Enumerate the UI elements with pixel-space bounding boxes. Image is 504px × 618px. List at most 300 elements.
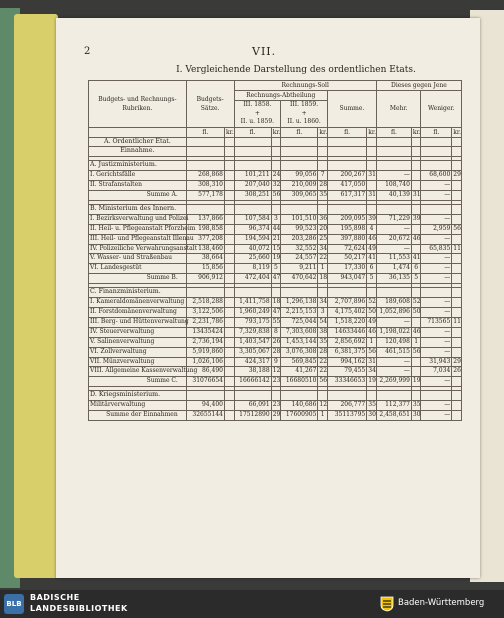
empty-cell bbox=[281, 204, 318, 214]
abt-1859-kr: 12 bbox=[318, 401, 328, 411]
sum-row bbox=[89, 411, 462, 421]
weniger-kr: 56 bbox=[452, 224, 462, 234]
budget-kr bbox=[224, 347, 234, 357]
row-label: VI. Zollverwaltung bbox=[89, 347, 187, 357]
summe-value: 17,330 bbox=[327, 264, 366, 274]
weniger-kr bbox=[452, 214, 462, 224]
budget-kr bbox=[224, 327, 234, 337]
row-label: V. Wasser- und Straßenbau bbox=[89, 254, 187, 264]
abt-1858-value: 107,584 bbox=[234, 214, 271, 224]
row-label: I. Gerichtsfälle bbox=[89, 171, 187, 181]
empty-cell bbox=[234, 161, 271, 171]
summe-value: 200,267 bbox=[327, 171, 366, 181]
mehr-value: — bbox=[376, 224, 411, 234]
weniger-value: 68,600 bbox=[421, 171, 452, 181]
abt-1858-value: 17512890 bbox=[234, 411, 271, 421]
weniger-value: 7,034 bbox=[421, 367, 452, 377]
empty-cell bbox=[421, 288, 452, 298]
abt-1859-value: 2,215,153 bbox=[281, 308, 318, 318]
weniger-value: — bbox=[421, 274, 452, 284]
abt-1859-kr: 25 bbox=[318, 234, 328, 244]
empty-cell bbox=[234, 288, 271, 298]
budget-kr bbox=[224, 377, 234, 387]
abt-1858-value: 40,072 bbox=[234, 244, 271, 254]
empty-cell bbox=[452, 161, 462, 171]
header-1859 bbox=[281, 101, 328, 128]
summe-value: 35113795 bbox=[327, 411, 366, 421]
summe-value: 994,162 bbox=[327, 357, 366, 367]
weniger-value: — bbox=[421, 337, 452, 347]
summe-kr: 52 bbox=[367, 298, 377, 308]
table-row bbox=[89, 254, 462, 264]
sum-row bbox=[89, 191, 462, 201]
table-row bbox=[89, 347, 462, 357]
table-row bbox=[89, 367, 462, 377]
row-label: V. Salinenverwaltung bbox=[89, 337, 187, 347]
summe-value: 14633446 bbox=[327, 327, 366, 337]
abt-1858-value: 8,119 bbox=[234, 264, 271, 274]
table-row bbox=[89, 317, 462, 327]
abt-1858-value: 1,403,547 bbox=[234, 337, 271, 347]
weniger-value: 65,835 bbox=[421, 244, 452, 254]
abt-1859-kr: 1 bbox=[318, 411, 328, 421]
summe-value: 2,707,896 bbox=[327, 298, 366, 308]
summe-kr: 6 bbox=[367, 264, 377, 274]
abt-1858-value: 25,660 bbox=[234, 254, 271, 264]
summe-value: 209,095 bbox=[327, 214, 366, 224]
mehr-kr bbox=[411, 357, 421, 367]
unit-kr: kr. bbox=[225, 128, 234, 136]
row-label: II. Forstdomänenverwaltung bbox=[89, 308, 187, 318]
group-heading-row bbox=[89, 161, 462, 171]
mehr-kr: 52 bbox=[411, 298, 421, 308]
abt-1858-kr: 28 bbox=[271, 347, 281, 357]
einnahme-heading-row bbox=[89, 147, 462, 157]
weniger-value: — bbox=[421, 347, 452, 357]
weniger-value: — bbox=[421, 191, 452, 201]
group-title: C. Finanzministerium. bbox=[89, 288, 187, 298]
mehr-kr: 30 bbox=[411, 411, 421, 421]
budget-value: 15,856 bbox=[186, 264, 224, 274]
weniger-kr bbox=[452, 234, 462, 244]
summe-kr: 56 bbox=[367, 347, 377, 357]
abt-1859-value: 725,044 bbox=[281, 317, 318, 327]
baden-wuerttemberg-crest-icon bbox=[380, 596, 394, 612]
budget-value: 2,736,194 bbox=[186, 337, 224, 347]
abt-1859-value: 41,267 bbox=[281, 367, 318, 377]
summe-kr: 31 bbox=[367, 191, 377, 201]
weniger-value: — bbox=[421, 401, 452, 411]
library-name-line1: BADISCHE bbox=[30, 593, 80, 602]
mehr-kr: 35 bbox=[411, 401, 421, 411]
unit-kr: kr. bbox=[453, 128, 462, 136]
table-row bbox=[89, 401, 462, 411]
budget-value: 906,912 bbox=[186, 274, 224, 284]
header-1858 bbox=[234, 101, 281, 128]
abt-1859-kr: 28 bbox=[318, 347, 328, 357]
abt-1859-kr: 7 bbox=[318, 171, 328, 181]
summe-kr: 46 bbox=[367, 327, 377, 337]
empty-cell bbox=[224, 288, 234, 298]
weniger-kr bbox=[452, 411, 462, 421]
budget-value: 268,868 bbox=[186, 171, 224, 181]
mehr-value: 71,229 bbox=[376, 214, 411, 224]
weniger-value: — bbox=[421, 327, 452, 337]
row-label: VI. Landesgestüt bbox=[89, 264, 187, 274]
weniger-kr: 11 bbox=[452, 317, 462, 327]
mehr-value: 40,139 bbox=[376, 191, 411, 201]
mehr-value: 11,553 bbox=[376, 254, 411, 264]
header-1858-sub: II. u. 1859. bbox=[240, 118, 275, 125]
empty-cell bbox=[452, 204, 462, 214]
mehr-kr: 6 bbox=[411, 264, 421, 274]
summe-kr: 49 bbox=[367, 244, 377, 254]
weniger-value: — bbox=[421, 234, 452, 244]
abt-1859-value: 32,552 bbox=[281, 244, 318, 254]
summe-value: 195,898 bbox=[327, 224, 366, 234]
empty-cell bbox=[367, 204, 377, 214]
mehr-kr bbox=[411, 181, 421, 191]
budget-kr bbox=[224, 401, 234, 411]
empty-cell bbox=[367, 288, 377, 298]
budget-value: 1,026,106 bbox=[186, 357, 224, 367]
unit-fl: fl. bbox=[186, 127, 224, 137]
row-label: Summe der Einnahmen bbox=[89, 411, 187, 421]
mehr-value: 120,498 bbox=[376, 337, 411, 347]
mehr-kr bbox=[411, 224, 421, 234]
abt-1859-kr: 22 bbox=[318, 254, 328, 264]
budget-value: 38,664 bbox=[186, 254, 224, 264]
summe-kr: 4 bbox=[367, 224, 377, 234]
abt-1858-kr: 32 bbox=[271, 181, 281, 191]
mehr-value: — bbox=[376, 357, 411, 367]
abt-1859-value: 309,065 bbox=[281, 191, 318, 201]
abt-1859-value: 140,686 bbox=[281, 401, 318, 411]
mehr-kr: 50 bbox=[411, 308, 421, 318]
abt-1858-value: 1,960,249 bbox=[234, 308, 271, 318]
empty-cell bbox=[186, 288, 224, 298]
abt-1859-kr: 22 bbox=[318, 367, 328, 377]
empty-cell bbox=[271, 161, 281, 171]
mehr-value: — bbox=[376, 317, 411, 327]
unit-kr: kr. bbox=[272, 128, 281, 136]
empty-cell bbox=[224, 391, 234, 401]
abt-1859-value: 9,211 bbox=[281, 264, 318, 274]
abt-1858-kr: 56 bbox=[271, 191, 281, 201]
abt-1859-value: 101,510 bbox=[281, 214, 318, 224]
summe-value: 6,381,375 bbox=[327, 347, 366, 357]
table-row bbox=[89, 244, 462, 254]
mehr-kr: 56 bbox=[411, 347, 421, 357]
abt-1859-kr: 18 bbox=[318, 274, 328, 284]
header-summe: Summe. bbox=[327, 91, 376, 128]
weniger-kr bbox=[452, 181, 462, 191]
table-row bbox=[89, 264, 462, 274]
empty-cell bbox=[367, 161, 377, 171]
abt-1858-value: 101,211 bbox=[234, 171, 271, 181]
table-row bbox=[89, 224, 462, 234]
unit-kr: kr. bbox=[319, 128, 328, 136]
budget-kr bbox=[224, 317, 234, 327]
abt-1859-kr: 1 bbox=[318, 264, 328, 274]
summe-kr: 31 bbox=[367, 357, 377, 367]
unit-fl: fl. bbox=[376, 127, 411, 137]
abt-1858-value: 793,175 bbox=[234, 317, 271, 327]
table-row bbox=[89, 308, 462, 318]
budget-value: 198,858 bbox=[186, 224, 224, 234]
abt-1858-value: 472,404 bbox=[234, 274, 271, 284]
mehr-value: 20,672 bbox=[376, 234, 411, 244]
abt-1858-kr: 15 bbox=[271, 244, 281, 254]
summe-value: 617,317 bbox=[327, 191, 366, 201]
table-title: I. Vergleichende Darstellung des ordentlichen Etats. bbox=[176, 65, 416, 75]
abt-1858-value: 424,317 bbox=[234, 357, 271, 367]
summe-value: 50,217 bbox=[327, 254, 366, 264]
abt-1858-kr: 47 bbox=[271, 308, 281, 318]
mehr-value: 461,515 bbox=[376, 347, 411, 357]
section-numeral: VII. bbox=[252, 45, 277, 58]
budget-kr bbox=[224, 367, 234, 377]
group-title: D. Kriegsministerium. bbox=[89, 391, 187, 401]
header-weniger: Weniger. bbox=[421, 91, 462, 128]
header-1858-year: III. 1858. bbox=[243, 101, 272, 108]
empty-cell bbox=[186, 391, 224, 401]
summe-value: 206,777 bbox=[327, 401, 366, 411]
budget-kr bbox=[224, 191, 234, 201]
abt-1858-value: 38,188 bbox=[234, 367, 271, 377]
budget-value: 13435424 bbox=[186, 327, 224, 337]
abt-1858-value: 3,305,067 bbox=[234, 347, 271, 357]
abt-1859-value: 569,845 bbox=[281, 357, 318, 367]
mehr-kr: 1 bbox=[411, 337, 421, 347]
empty-cell bbox=[186, 161, 224, 171]
abt-1858-kr: 29 bbox=[271, 411, 281, 421]
budget-value: 577,178 bbox=[186, 191, 224, 201]
summe-value: 417,050 bbox=[327, 181, 366, 191]
summe-value: 4,175,402 bbox=[327, 308, 366, 318]
weniger-value: — bbox=[421, 308, 452, 318]
weniger-value: — bbox=[421, 214, 452, 224]
row-label: I. Kameraldomänenverwaltung bbox=[89, 298, 187, 308]
summe-kr: 46 bbox=[367, 234, 377, 244]
abt-1858-kr: 21 bbox=[271, 234, 281, 244]
mehr-kr: 46 bbox=[411, 327, 421, 337]
weniger-kr bbox=[452, 308, 462, 318]
row-label: Summe C. bbox=[89, 377, 187, 387]
mehr-value: 1,198,022 bbox=[376, 327, 411, 337]
header-rechnungs-soll: Rechnungs-Soll bbox=[234, 81, 376, 91]
row-label: IV. Polizeiliche Verwahrungsanstalt bbox=[89, 244, 187, 254]
budget-value: 3,122,506 bbox=[186, 308, 224, 318]
weniger-value: — bbox=[421, 377, 452, 387]
abt-1858-kr: 3 bbox=[271, 214, 281, 224]
unit-blank bbox=[89, 127, 187, 137]
empty-cell bbox=[327, 204, 366, 214]
summe-kr: 35 bbox=[367, 401, 377, 411]
empty-cell bbox=[411, 288, 421, 298]
abt-1859-kr: 35 bbox=[318, 191, 328, 201]
abt-1858-kr: 23 bbox=[271, 401, 281, 411]
table-body bbox=[89, 137, 462, 420]
abt-1858-value: 194,594 bbox=[234, 234, 271, 244]
unit-fl: fl. bbox=[281, 127, 318, 137]
summe-kr: 5 bbox=[367, 274, 377, 284]
summe-value: 943,047 bbox=[327, 274, 366, 284]
group-heading-row bbox=[89, 204, 462, 214]
abt-1859-value: 7,303,608 bbox=[281, 327, 318, 337]
summe-value: 79,455 bbox=[327, 367, 366, 377]
empty-cell bbox=[452, 288, 462, 298]
header-rubric: Budgets- und Rechnungs-Rubriken. bbox=[89, 81, 187, 128]
mehr-value: 189,608 bbox=[376, 298, 411, 308]
abt-1858-kr: 8 bbox=[271, 327, 281, 337]
abt-1859-kr: 54 bbox=[318, 317, 328, 327]
weniger-kr bbox=[452, 347, 462, 357]
empty-cell bbox=[411, 204, 421, 214]
row-label: IV. Steuerverwaltung bbox=[89, 327, 187, 337]
mehr-value: — bbox=[376, 171, 411, 181]
table-row bbox=[89, 357, 462, 367]
header-mehr: Mehr. bbox=[376, 91, 421, 128]
abt-1858-kr: 24 bbox=[271, 171, 281, 181]
header-rechnungs-abtheilung: Rechnungs-Abtheilung bbox=[234, 91, 327, 101]
summe-value: 2,856,692 bbox=[327, 337, 366, 347]
empty-cell bbox=[318, 391, 328, 401]
empty-cell bbox=[376, 204, 411, 214]
unit-fl: fl. bbox=[327, 127, 366, 137]
empty-cell bbox=[327, 288, 366, 298]
header-1859-year: III. 1859. bbox=[290, 101, 319, 108]
weniger-kr bbox=[452, 254, 462, 264]
weniger-kr bbox=[452, 337, 462, 347]
abt-1859-kr: 3 bbox=[318, 308, 328, 318]
budget-kr bbox=[224, 411, 234, 421]
mehr-kr: 19 bbox=[411, 377, 421, 387]
table-row bbox=[89, 181, 462, 191]
abt-1859-value: 16680510 bbox=[281, 377, 318, 387]
empty-cell bbox=[318, 288, 328, 298]
row-label: Summe A. bbox=[89, 191, 187, 201]
abt-1859-value: 99,056 bbox=[281, 171, 318, 181]
empty-cell bbox=[411, 161, 421, 171]
budget-value: 32655144 bbox=[186, 411, 224, 421]
weniger-kr: 11 bbox=[452, 244, 462, 254]
weniger-kr: 29 bbox=[452, 171, 462, 181]
summe-kr: 39 bbox=[367, 214, 377, 224]
budget-value: 138,460 bbox=[186, 244, 224, 254]
group-heading-row bbox=[89, 391, 462, 401]
budget-kr bbox=[224, 274, 234, 284]
weniger-value: 31,943 bbox=[421, 357, 452, 367]
abt-1858-value: 7,329,838 bbox=[234, 327, 271, 337]
summe-kr: 31 bbox=[367, 171, 377, 181]
budget-kr bbox=[224, 244, 234, 254]
abt-1858-kr: 5 bbox=[271, 264, 281, 274]
summe-kr: 50 bbox=[367, 308, 377, 318]
empty-cell bbox=[224, 204, 234, 214]
weniger-kr bbox=[452, 377, 462, 387]
summe-value: 397,880 bbox=[327, 234, 366, 244]
budget-value: 377,208 bbox=[186, 234, 224, 244]
budget-kr bbox=[224, 254, 234, 264]
budget-kr bbox=[224, 171, 234, 181]
abt-1859-value: 1,453,144 bbox=[281, 337, 318, 347]
empty-cell bbox=[421, 161, 452, 171]
budget-value: 5,919,860 bbox=[186, 347, 224, 357]
summe-value: 33346653 bbox=[327, 377, 366, 387]
abt-1858-kr: 44 bbox=[271, 224, 281, 234]
abt-1859-kr: 28 bbox=[318, 181, 328, 191]
abt-1859-kr: 34 bbox=[318, 298, 328, 308]
empty-cell bbox=[376, 161, 411, 171]
budget-kr bbox=[224, 264, 234, 274]
empty-cell bbox=[376, 391, 411, 401]
abt-1859-kr: 22 bbox=[318, 357, 328, 367]
abt-1859-kr: 38 bbox=[318, 327, 328, 337]
mehr-value: 108,740 bbox=[376, 181, 411, 191]
summe-kr: 19 bbox=[367, 377, 377, 387]
mehr-kr bbox=[411, 367, 421, 377]
budget-value: 86,490 bbox=[186, 367, 224, 377]
abt-1859-value: 24,557 bbox=[281, 254, 318, 264]
state-name: Baden-Württemberg bbox=[398, 598, 485, 608]
budget-value: 31076654 bbox=[186, 377, 224, 387]
unit-fl: fl. bbox=[421, 127, 452, 137]
empty-cell bbox=[271, 204, 281, 214]
row-label: III. Berg- und Hüttenverwaltung bbox=[89, 317, 187, 327]
abt-1858-kr: 12 bbox=[271, 367, 281, 377]
abt-1858-kr: 26 bbox=[271, 337, 281, 347]
mehr-kr bbox=[411, 317, 421, 327]
weniger-kr: 26 bbox=[452, 367, 462, 377]
weniger-kr bbox=[452, 191, 462, 201]
abt-1859-kr: 34 bbox=[318, 244, 328, 254]
empty-cell bbox=[411, 391, 421, 401]
table-row bbox=[89, 337, 462, 347]
weniger-value: — bbox=[421, 254, 452, 264]
mehr-value: 1,474 bbox=[376, 264, 411, 274]
blb-logo: BLB bbox=[4, 594, 24, 614]
row-label: I. Bezirksverwaltung und Polizei bbox=[89, 214, 187, 224]
empty-cell bbox=[421, 391, 452, 401]
table-row bbox=[89, 171, 462, 181]
empty-cell bbox=[271, 391, 281, 401]
row-label: Summe B. bbox=[89, 274, 187, 284]
budget-kr bbox=[224, 337, 234, 347]
footer-bar bbox=[0, 590, 504, 618]
summe-kr bbox=[367, 181, 377, 191]
empty-cell bbox=[452, 391, 462, 401]
unit-kr: kr. bbox=[368, 128, 377, 136]
empty-cell bbox=[367, 391, 377, 401]
weniger-value: — bbox=[421, 411, 452, 421]
library-name-line2: LANDESBIBLIOTHEK bbox=[30, 604, 128, 613]
unit-kr: kr. bbox=[412, 128, 421, 136]
budget-value: 2,231,786 bbox=[186, 317, 224, 327]
abt-1859-kr: 20 bbox=[318, 224, 328, 234]
mehr-value: 36,135 bbox=[376, 274, 411, 284]
unit-row bbox=[89, 127, 462, 137]
summe-value: 72,624 bbox=[327, 244, 366, 254]
mehr-kr: 46 bbox=[411, 234, 421, 244]
weniger-kr bbox=[452, 327, 462, 337]
budget-kr bbox=[224, 298, 234, 308]
abt-1858-kr: 19 bbox=[271, 254, 281, 264]
abt-1859-value: 203,286 bbox=[281, 234, 318, 244]
budget-kr bbox=[224, 234, 234, 244]
abt-1858-value: 308,251 bbox=[234, 191, 271, 201]
header-1859-plus: + bbox=[301, 109, 307, 117]
